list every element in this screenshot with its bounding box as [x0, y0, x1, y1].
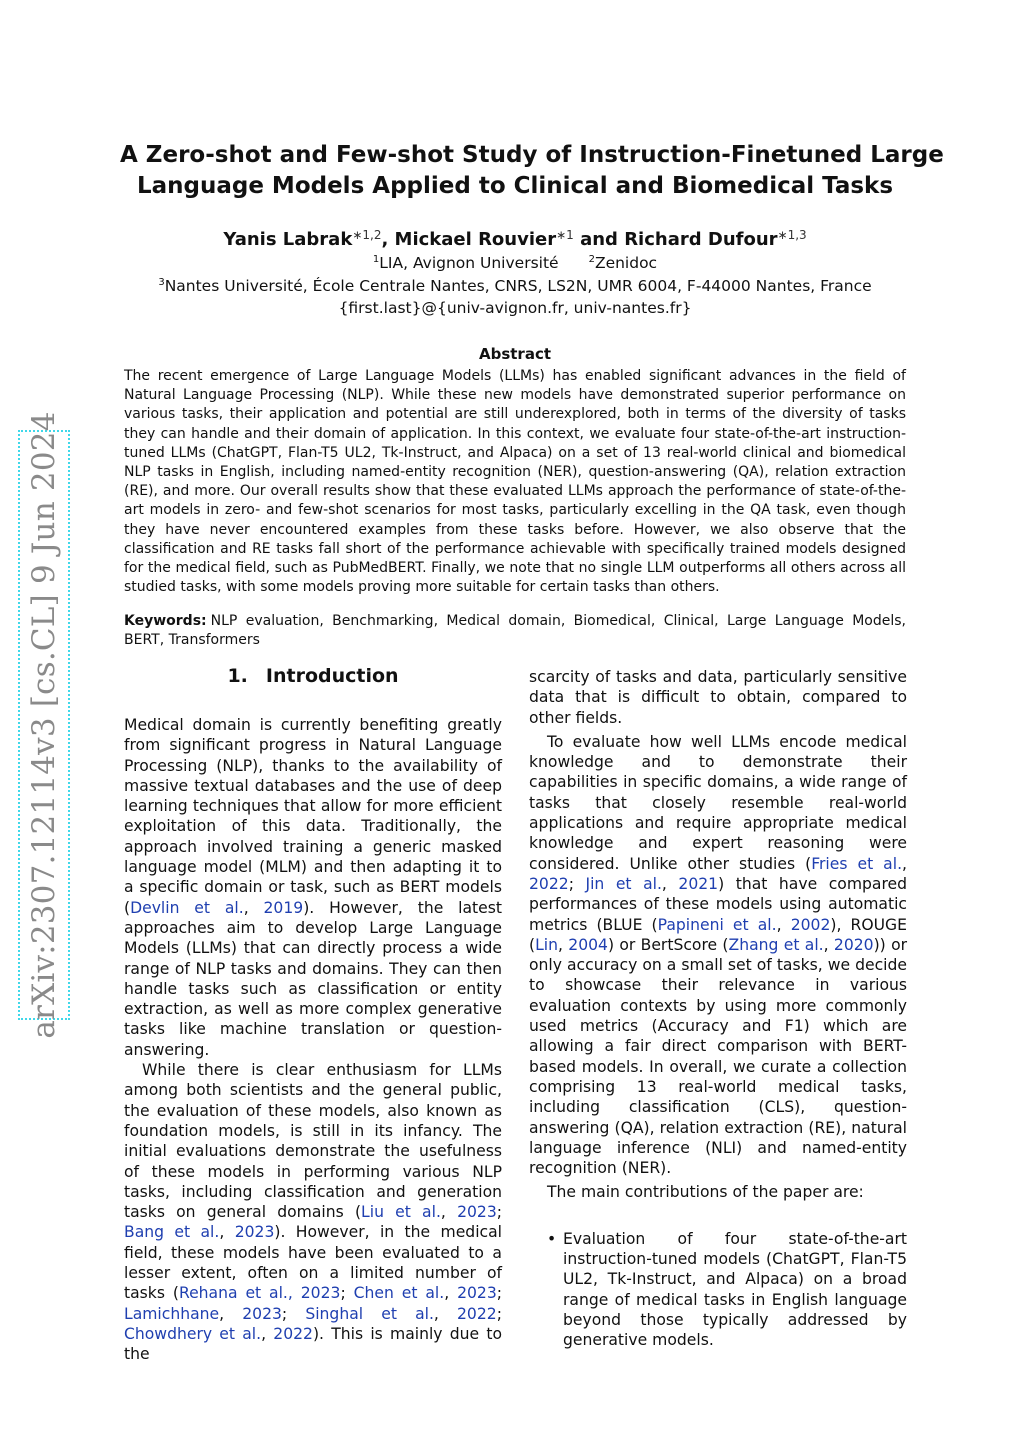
paragraph: The main contributions of the paper are:: [547, 1183, 864, 1202]
paragraph: To evaluate how well LLMs encode medical knowledge and to demonstrate their capabilities in specific domains, a wide range of tasks that closely resemble real-world applications and require appropriate medical knowledge and expert reasoning were considered. Unlike other studies (Fries et al., 2022; Jin et al., 2021) that have compared performances of these models using automatic metrics (BLUE (Papineni et al., 2002), ROUGE (Lin, 2004) or BertScore (Zhang et al., 2020)) or only accuracy on a small set of tasks, we decide to showcase their relevance in various evaluation contexts by using more commonly used metrics (Accuracy and F1) which are allowing a fair direct comparison with BERT-based models. In overall, we curate a collection comprising 13 real-world medical tasks, including classification (CLS), question-answering (QA), relation extraction (RE), natural language inference (NLI) and named-entity recognition (NER).: [529, 732, 908, 1178]
paragraph: Medical domain is currently benefiting greatly from significant progress in Natural Language Processing (NLP), thanks to the availability of massive textual databases and the use of deep learning techniques that allow for more efficient exploitation of this data. Traditionally, the approach involved training a generic masked language model (MLM) and then adapting it to a specific domain or task, such as BERT models (Devlin et al., 2019). However, the latest approaches aim to develop Large Language Models (LLMs) that can directly process a wide range of NLP tasks and domains. They can then handle tasks such as classification or entity extraction, as well as more complex generative tasks like machine translation or question-answering.: [124, 716, 502, 1059]
citation-link[interactable]: Lamichhane: [124, 1304, 220, 1323]
citation-link[interactable]: 2023: [242, 1304, 282, 1323]
citation-link[interactable]: Chowdhery et al.: [124, 1324, 262, 1343]
citation-link[interactable]: Bang et al.: [124, 1223, 220, 1242]
citation-link[interactable]: 2002: [790, 915, 831, 934]
citation-link[interactable]: Rehana et al., 2023: [178, 1284, 341, 1303]
citation-link[interactable]: 2022: [273, 1324, 313, 1343]
bullet-icon: •: [547, 1229, 557, 1248]
abstract-text: The recent emergence of Large Language Models (LLMs) has enabled significant advances in the field of Natural Language Processing (NLP). While these new models have demonstrated superior performance on various tasks, their application and potential are still underexplored, both in terms of the diversity of tasks they can handle and their domain of application. In this context, we evaluate four state-of-the-art instruction-tuned LLMs (ChatGPT, Flan-T5 UL2, Tk-Instruct, and Alpaca) on a set of 13 real-world clinical and biomedical NLP tasks in English, including named-entity recognition (NER), question-answering (QA), relation extraction (RE), and more. Our overall results show that these evaluated LLMs approach the performance of state-of-the-art models in zero- and few-shot scenarios for most tasks, particularly excelling in the QA task, even though they have never encountered examples from these tasks before. However, we also observe that the classification and RE tasks fall short of the performance achievable with specifically trained models designed for the medical field, such as PubMedBERT. Finally, we note that no single LLM outperforms all others across all studied tasks, with some models proving more suitable for certain tasks than others.: [124, 368, 906, 596]
author-list: Yanis Labrak$^{∗1,2}$, Mickael Rouvier$^{∗1}$ and Richard Dufour$^{∗1,3}$: [223, 228, 807, 250]
citation-link[interactable]: Zhang et al.: [728, 935, 824, 954]
keywords: Keywords: NLP evaluation, Benchmarking, Medical domain, Biomedical, Clinical, Large Language Models, BERT, Transformers: [124, 613, 906, 649]
abstract-heading: Abstract: [478, 345, 552, 363]
paragraph: While there is clear enthusiasm for LLMs among both scientists and the general public, the evaluation of these models, also known as foundation models, is still in its infancy. The initial evaluations demonstrate the usefulness of these models in performing various NLP tasks, including classification and generation tasks on general domains (Liu et al., 2023; Bang et al., 2023). However, in the medical field, these models have been evaluated to a lesser extent, often on a limited number of tasks (Rehana et al., 2023; Chen et al., 2023; Lamichhane, 2023; Singhal et al., 2022; Chowdhery et al., 2022). This is mainly due to the: [124, 1061, 503, 1364]
paragraph: scarcity of tasks and data, particularly sensitive data that is difficult to obtain, compared to other fields.: [529, 668, 907, 727]
contribution-list-item: • Evaluation of four state-of-the-art instruction-tuned models (ChatGPT, Flan-T5 UL2, Tk-Instruct, and Alpaca) on a broad range of medical tasks in English language beyond those typically addressed by generative models.: [529, 1229, 907, 1351]
affiliation-line-1: $^1$LIA, Avignon Université $^2$Zenidoc: [372, 254, 658, 273]
right-column: [529, 667, 907, 1351]
paper-title: A Zero-shot and Few-shot Study of Instruction-Finetuned Large Language Models Applied to Clinical and Biomedical Tasks: [120, 142, 944, 199]
section-heading: 1. Introduction: [227, 665, 399, 687]
author-emails: {first.last}@{univ-avignon.fr, univ-nantes.fr}: [338, 299, 692, 317]
citation-link[interactable]: Fries et al.: [811, 854, 903, 873]
citation-link[interactable]: 2004: [568, 935, 608, 954]
citation-link[interactable]: 2020: [833, 935, 874, 954]
citation-link[interactable]: 2022: [529, 874, 569, 893]
citation-link[interactable]: 2021: [678, 874, 719, 893]
citation-link[interactable]: 2019: [263, 898, 304, 917]
citation-link[interactable]: Devlin et al.: [130, 898, 244, 917]
citation-link[interactable]: Chen et al.: [353, 1284, 445, 1303]
citation-link[interactable]: Singhal et al.: [305, 1304, 434, 1323]
citation-link[interactable]: 2023: [457, 1203, 497, 1222]
citation-link[interactable]: Lin: [535, 935, 558, 954]
left-column: [124, 665, 502, 1365]
citation-link[interactable]: Papineni et al.: [657, 915, 777, 934]
citation-link[interactable]: 2022: [457, 1304, 497, 1323]
affiliation-line-2: $^3$Nantes Université, École Centrale Nantes, CNRS, LS2N, UMR 6004, F-44000 Nantes, France: [158, 277, 872, 296]
arxiv-identifier: arXiv:2307.12114v3 [cs.CL] 9 Jun 2024: [26, 411, 62, 1039]
citation-link[interactable]: 2023: [234, 1223, 275, 1242]
citation-link[interactable]: Jin et al.: [585, 874, 662, 893]
arxiv-side-stamp: [18, 411, 70, 1039]
citation-link[interactable]: Liu et al.: [361, 1203, 441, 1222]
citation-link[interactable]: 2023: [457, 1284, 497, 1303]
